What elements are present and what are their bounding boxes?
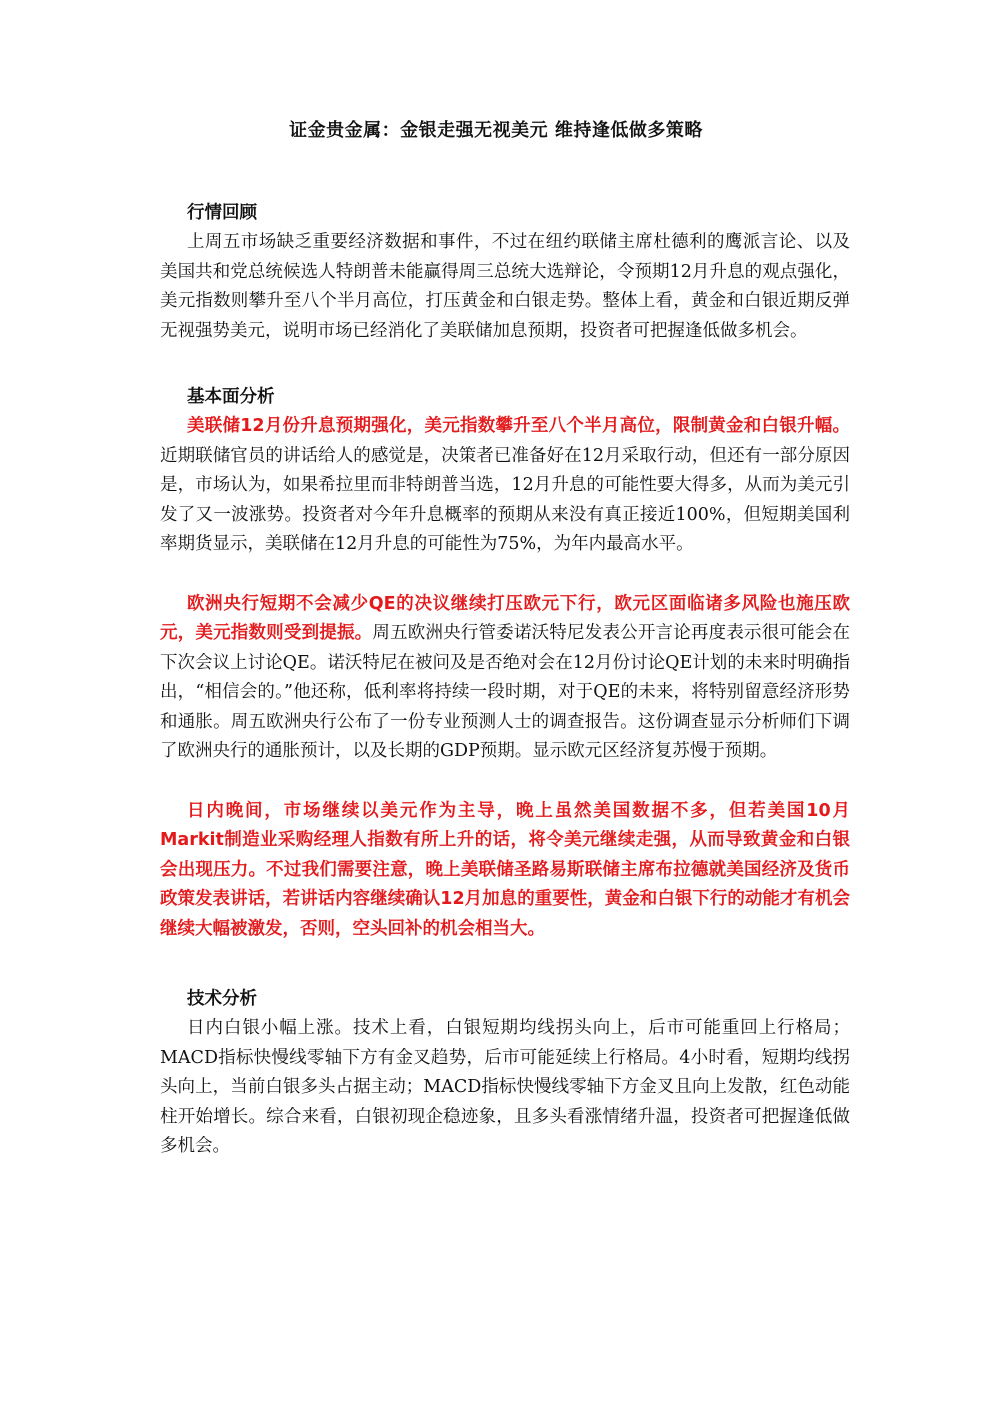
section-market-review	[160, 198, 850, 346]
section-fundamental-analysis	[160, 382, 850, 944]
document-title: 证金贵金属：金银走强无视美元 维持逢低做多策略	[289, 120, 703, 141]
paragraph-spacer	[160, 560, 850, 590]
fundamental-highlight-1: 美联储12月份升息预期强化，美元指数攀升至八个半月高位，限制黄金和白银升幅。	[187, 416, 850, 436]
section-heading-fundamental: 基本面分析	[187, 387, 275, 407]
fundamental-paragraph-2	[160, 590, 850, 767]
market-review-paragraph: 上周五市场缺乏重要经济数据和事件，不过在纽约联储主席杜德利的鹰派言论、以及美国共和党总统候选人特朗普未能赢得周三总统大选辩论，令预期12月升息的观点强化，美元指数则攀升至八个半月高位，打压黄金和白银走势。整体上看，黄金和白银近期反弹无视强势美元，说明市场已经消化了美联储加息预期，投资者可把握逢低做多机会。	[160, 232, 850, 341]
section-heading-market-review: 行情回顾	[187, 203, 257, 223]
fundamental-paragraph-1	[160, 412, 850, 560]
fundamental-paragraph-3: 日内晚间，市场继续以美元作为主导，晚上虽然美国数据不多，但若美国10月Markit制造业采购经理人指数有所上升的话，将令美元继续走强，从而导致黄金和白银会出现压力。不过我们需要注意，晚上美联储圣路易斯联储主席布拉德就美国经济及货币政策发表讲话，若讲话内容继续确认12月加息的重要性，黄金和白银下行的动能才有机会继续大幅被激发，否则，空头回补的机会相当大。	[160, 800, 850, 939]
fundamental-body-2: 周五欧洲央行管委诺沃特尼发表公开言论再度表示很可能会在下次会议上讨论QE。诺沃特尼在被问及是否绝对会在12月份讨论QE计划的未来时明确指出，“相信会的。”他还称，低利率将持续一段时期，对于QE的未来，将特别留意经济形势和通胀。周五欧洲央行公布了一份专业预测人士的调查报告。这份调查显示分析师们下调了欧洲央行的通胀预计，以及长期的GDP预期。显示欧元区经济复苏慢于预期。	[160, 623, 851, 761]
technical-paragraph: 日内白银小幅上涨。技术上看，白银短期均线拐头向上，后市可能重回上行格局；MACD指标快慢线零轴下方有金叉趋势，后市可能延续上行格局。4小时看，短期均线拐头向上，当前白银多头占据主动；MACD指标快慢线零轴下方金叉且向上发散，红色动能柱开始增长。综合来看，白银初现企稳迹象，且多头看涨情绪升温，投资者可把握逢低做多机会。	[160, 1018, 850, 1156]
section-heading-technical: 技术分析	[187, 989, 257, 1009]
fundamental-body-1: 近期联储官员的讲话给人的感觉是，决策者已准备好在12月采取行动，但还有一部分原因是，市场认为，如果希拉里而非特朗普当选，12月升息的可能性要大得多，从而为美元引发了又一波涨势。投资者对今年升息概率的预期从来没有真正接近100%，但短期美国利率期货显示，美联储在12月升息的可能性为75%，为年内最高水平。	[160, 445, 850, 554]
paragraph-spacer	[160, 767, 850, 797]
section-technical-analysis	[160, 984, 850, 1162]
fundamental-highlight-2: 欧洲央行短期不会减少QE的决议继续打压欧元下行，欧元区面临诸多风险也施压欧元，美元指数则受到提振。	[160, 593, 850, 643]
